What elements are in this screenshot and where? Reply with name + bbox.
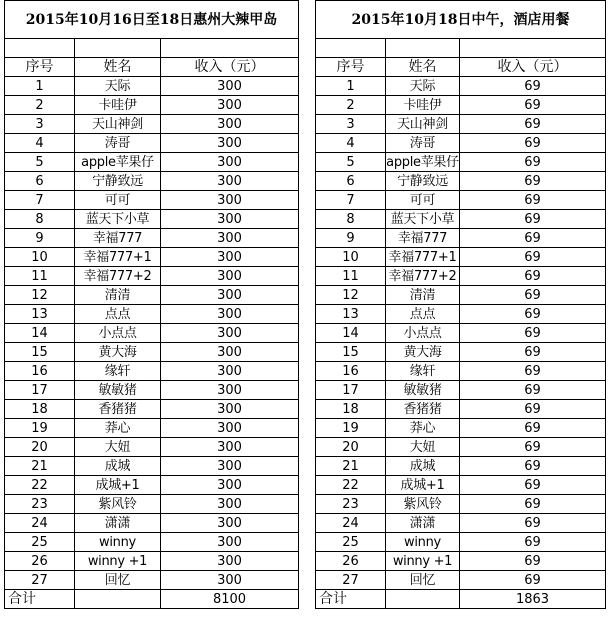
left-row-number-cell[interactable]: 9 [5, 229, 75, 248]
right-table-row [316, 77, 606, 96]
right-income-amount-cell[interactable]: 69 [460, 134, 606, 153]
left-row-number-cell[interactable]: 13 [5, 305, 75, 324]
left-table-row [5, 172, 299, 191]
left-row-number-cell[interactable]: 21 [5, 457, 75, 476]
right-row-number-cell[interactable]: 23 [316, 495, 386, 514]
right-member-name-cell[interactable]: 天山神剑 [386, 115, 460, 134]
left-table-row [5, 419, 299, 438]
left-header-no[interactable]: 序号 [5, 58, 75, 77]
left-member-name-cell[interactable]: 卡哇伊 [75, 96, 161, 115]
left-table-row [5, 438, 299, 457]
right-member-name-cell[interactable]: 蓝天下小草 [386, 210, 460, 229]
right-table-row [316, 324, 606, 343]
right-table-row [316, 96, 606, 115]
right-table-row [316, 153, 606, 172]
left-income-amount-cell[interactable]: 300 [161, 514, 299, 533]
right-table-row [316, 514, 606, 533]
left-row-number-cell[interactable]: 19 [5, 419, 75, 438]
left-row-number-cell[interactable]: 27 [5, 571, 75, 590]
right-member-name-cell[interactable]: 香猪猪 [386, 400, 460, 419]
left-row-number-cell[interactable]: 1 [5, 77, 75, 96]
right-table-row [316, 343, 606, 362]
left-table-row [5, 210, 299, 229]
left-row-number-cell[interactable]: 4 [5, 134, 75, 153]
left-row-number-cell[interactable]: 2 [5, 96, 75, 115]
left-table-row [5, 381, 299, 400]
left-income-amount-cell[interactable]: 300 [161, 115, 299, 134]
left-member-name-cell[interactable]: 涛哥 [75, 134, 161, 153]
left-row-number-cell[interactable]: 17 [5, 381, 75, 400]
right-table-row [316, 457, 606, 476]
left-member-name-cell[interactable]: 香猪猪 [75, 400, 161, 419]
left-member-name-cell[interactable]: 莽心 [75, 419, 161, 438]
left-income-amount-cell[interactable]: 300 [161, 267, 299, 286]
right-row-number-cell[interactable]: 25 [316, 533, 386, 552]
right-row-number-cell[interactable]: 12 [316, 286, 386, 305]
left-table-row [5, 343, 299, 362]
right-income-amount-cell[interactable]: 69 [460, 400, 606, 419]
right-table [315, 0, 606, 609]
right-row-number-cell[interactable]: 17 [316, 381, 386, 400]
left-row-number-cell[interactable]: 18 [5, 400, 75, 419]
left-income-amount-cell[interactable]: 300 [161, 77, 299, 96]
left-total-blank[interactable] [75, 590, 161, 609]
right-income-amount-cell[interactable]: 69 [460, 343, 606, 362]
right-income-amount-cell[interactable]: 69 [460, 476, 606, 495]
left-row-number-cell[interactable]: 26 [5, 552, 75, 571]
right-member-name-cell[interactable]: apple苹果仔 [386, 154, 459, 170]
right-income-amount-cell[interactable]: 69 [460, 552, 606, 571]
left-table-row [5, 324, 299, 343]
right-total-label[interactable]: 合计 [316, 590, 386, 609]
right-member-name-cell[interactable]: 成城 [386, 457, 460, 476]
left-income-amount-cell[interactable]: 300 [161, 400, 299, 419]
left-blank-cell[interactable] [75, 39, 161, 58]
right-header-name[interactable]: 姓名 [386, 58, 460, 77]
left-header-name[interactable]: 姓名 [75, 58, 161, 77]
right-income-amount-cell[interactable]: 69 [460, 153, 606, 172]
left-member-name-cell[interactable]: 回忆 [75, 571, 161, 590]
right-table-row [316, 533, 606, 552]
left-header-income[interactable]: 收入（元） [161, 58, 299, 77]
right-table-row [316, 400, 606, 419]
left-table-row [5, 305, 299, 324]
right-member-name-cell[interactable]: winny +1 [386, 552, 460, 571]
right-table-row [316, 381, 606, 400]
left-table-row [5, 229, 299, 248]
left-table [4, 0, 299, 609]
left-member-name-cell[interactable]: 大妞 [75, 438, 161, 457]
right-income-amount-cell[interactable]: 69 [460, 495, 606, 514]
left-table-row [5, 457, 299, 476]
right-member-name-cell[interactable]: 卡哇伊 [386, 96, 460, 115]
left-table-row [5, 362, 299, 381]
left-member-name-cell[interactable]: 幸福777+2 [75, 267, 161, 286]
left-member-name-cell[interactable]: 宁静致远 [75, 172, 161, 191]
left-table-row [5, 552, 299, 571]
right-income-amount-cell[interactable]: 69 [460, 115, 606, 134]
right-table-row [316, 267, 606, 286]
right-income-amount-cell[interactable]: 69 [460, 305, 606, 324]
right-table-row [316, 191, 606, 210]
left-income-amount-cell[interactable]: 300 [161, 495, 299, 514]
left-row-number-cell[interactable]: 8 [5, 210, 75, 229]
left-row-number-cell[interactable]: 6 [5, 172, 75, 191]
left-income-amount-cell[interactable]: 300 [161, 210, 299, 229]
right-income-amount-cell[interactable]: 69 [460, 381, 606, 400]
right-table-row [316, 571, 606, 590]
right-member-name-cell[interactable]: winny [386, 533, 460, 552]
right-income-amount-cell[interactable]: 69 [460, 191, 606, 210]
right-row-number-cell[interactable]: 5 [316, 153, 386, 172]
right-row-number-cell[interactable]: 16 [316, 362, 386, 381]
right-table-body [316, 77, 606, 590]
left-table-row [5, 77, 299, 96]
left-income-amount-cell[interactable]: 300 [161, 286, 299, 305]
left-income-amount-cell[interactable]: 300 [161, 571, 299, 590]
left-income-amount-cell[interactable]: 300 [161, 134, 299, 153]
right-table-row [316, 134, 606, 153]
left-table-title: 2015年10月16日至18日惠州大辣甲岛 [5, 1, 299, 39]
right-member-name-cell[interactable]: 成城+1 [386, 476, 460, 495]
right-income-amount-cell[interactable]: 69 [460, 514, 606, 533]
left-member-name-cell[interactable]: 黄大海 [75, 343, 161, 362]
left-income-amount-cell[interactable]: 300 [161, 153, 299, 172]
left-table-row [5, 571, 299, 590]
left-income-amount-cell[interactable]: 300 [161, 172, 299, 191]
right-blank-cell[interactable] [386, 39, 460, 58]
right-table-row [316, 229, 606, 248]
right-member-name-cell[interactable]: 幸福777+1 [386, 248, 460, 267]
right-row-number-cell[interactable]: 18 [316, 400, 386, 419]
right-table-row [316, 362, 606, 381]
right-member-name-cell[interactable]: 幸福777+2 [386, 267, 460, 286]
left-table-row [5, 533, 299, 552]
left-row-number-cell[interactable]: 12 [5, 286, 75, 305]
left-row-number-cell[interactable]: 14 [5, 324, 75, 343]
right-income-amount-cell[interactable]: 69 [460, 438, 606, 457]
right-row-number-cell[interactable]: 13 [316, 305, 386, 324]
left-income-amount-cell[interactable]: 300 [161, 248, 299, 267]
left-row-number-cell[interactable]: 20 [5, 438, 75, 457]
left-member-name-cell[interactable]: 潇潇 [75, 514, 161, 533]
right-row-number-cell[interactable]: 19 [316, 419, 386, 438]
left-member-name-cell[interactable]: 点点 [75, 305, 161, 324]
left-income-amount-cell[interactable]: 300 [161, 476, 299, 495]
left-blank-cell[interactable] [5, 39, 75, 58]
right-income-amount-cell[interactable]: 69 [460, 286, 606, 305]
left-income-amount-cell[interactable]: 300 [161, 438, 299, 457]
left-member-name-cell[interactable]: apple苹果仔 [75, 153, 161, 172]
left-row-number-cell[interactable]: 11 [5, 267, 75, 286]
left-table-row [5, 286, 299, 305]
left-income-amount-cell[interactable]: 300 [161, 419, 299, 438]
right-member-name-cell[interactable]: 涛哥 [386, 134, 460, 153]
right-income-amount-cell[interactable]: 69 [460, 229, 606, 248]
left-member-name-cell[interactable]: 成城+1 [75, 476, 161, 495]
right-table-row [316, 495, 606, 514]
right-member-name-cell[interactable]: 小点点 [386, 324, 460, 343]
right-member-name-cell[interactable]: 回忆 [386, 571, 460, 590]
left-table-row [5, 514, 299, 533]
left-member-name-cell[interactable]: winny +1 [75, 552, 161, 571]
left-member-name-cell[interactable]: 幸福777 [75, 229, 161, 248]
left-income-amount-cell[interactable]: 300 [161, 362, 299, 381]
left-total-value[interactable]: 8100 [161, 590, 299, 609]
right-table-row [316, 210, 606, 229]
right-member-name-cell[interactable]: 大妞 [386, 438, 460, 457]
left-row-number-cell[interactable]: 25 [5, 533, 75, 552]
right-total-value[interactable]: 1863 [460, 590, 606, 609]
left-member-name-cell[interactable]: 紫风铃 [75, 495, 161, 514]
left-row-number-cell[interactable]: 24 [5, 514, 75, 533]
left-member-name-cell[interactable]: 清清 [75, 286, 161, 305]
left-income-amount-cell[interactable]: 300 [161, 96, 299, 115]
right-row-number-cell[interactable]: 21 [316, 457, 386, 476]
left-table-row [5, 267, 299, 286]
left-member-name-cell[interactable]: 天山神剑 [75, 115, 161, 134]
left-member-name-cell[interactable]: 缘轩 [75, 362, 161, 381]
right-row-number-cell[interactable]: 26 [316, 552, 386, 571]
left-blank-cell[interactable] [161, 39, 299, 58]
right-row-number-cell[interactable]: 10 [316, 248, 386, 267]
left-member-name-cell[interactable]: 成城 [75, 457, 161, 476]
right-member-name-cell[interactable]: 莽心 [386, 419, 460, 438]
right-member-name-cell[interactable]: 黄大海 [386, 343, 460, 362]
left-income-amount-cell[interactable]: 300 [161, 191, 299, 210]
left-income-amount-cell[interactable]: 300 [161, 305, 299, 324]
left-member-name-cell[interactable]: 敏敏猪 [75, 381, 161, 400]
right-income-amount-cell[interactable]: 69 [460, 77, 606, 96]
right-income-amount-cell[interactable]: 69 [460, 248, 606, 267]
right-member-name-cell[interactable]: 可可 [386, 191, 460, 210]
right-income-amount-cell[interactable]: 69 [460, 362, 606, 381]
right-member-name-cell[interactable]: 天际 [386, 77, 460, 96]
right-row-number-cell[interactable]: 27 [316, 571, 386, 590]
right-row-number-cell[interactable]: 6 [316, 172, 386, 191]
left-income-amount-cell[interactable]: 300 [161, 343, 299, 362]
right-row-number-cell[interactable]: 3 [316, 115, 386, 134]
right-header-income[interactable]: 收入（元） [460, 58, 606, 77]
left-total-label[interactable]: 合计 [5, 590, 75, 609]
right-table-row [316, 419, 606, 438]
right-blank-cell[interactable] [460, 39, 606, 58]
right-member-name-cell[interactable]: 敏敏猪 [386, 381, 460, 400]
right-row-number-cell[interactable]: 14 [316, 324, 386, 343]
right-member-name-cell[interactable]: 点点 [386, 305, 460, 324]
right-income-amount-cell[interactable]: 69 [460, 419, 606, 438]
right-income-amount-cell[interactable]: 69 [460, 210, 606, 229]
right-table-row [316, 115, 606, 134]
right-row-number-cell[interactable]: 1 [316, 77, 386, 96]
right-income-amount-cell[interactable]: 69 [460, 457, 606, 476]
left-income-amount-cell[interactable]: 300 [161, 229, 299, 248]
right-table-row [316, 305, 606, 324]
right-table-row [316, 248, 606, 267]
right-income-amount-cell[interactable]: 69 [460, 267, 606, 286]
left-member-name-cell[interactable]: winny [75, 533, 161, 552]
right-blank-cell[interactable] [316, 39, 386, 58]
left-table-row [5, 476, 299, 495]
right-income-amount-cell[interactable]: 69 [460, 172, 606, 191]
left-income-table [4, 0, 299, 609]
left-income-amount-cell[interactable]: 300 [161, 324, 299, 343]
right-row-number-cell[interactable]: 22 [316, 476, 386, 495]
right-member-name-cell[interactable]: 缘轩 [386, 362, 460, 381]
left-income-amount-cell[interactable]: 300 [161, 457, 299, 476]
left-table-body [5, 77, 299, 590]
left-member-name-cell[interactable]: 可可 [75, 191, 161, 210]
left-table-row [5, 96, 299, 115]
right-row-number-cell[interactable]: 9 [316, 229, 386, 248]
right-member-name-cell[interactable]: 潇潇 [386, 514, 460, 533]
left-row-number-cell[interactable]: 16 [5, 362, 75, 381]
right-income-amount-cell[interactable]: 69 [460, 96, 606, 115]
left-table-row [5, 115, 299, 134]
left-member-name-cell[interactable]: 小点点 [75, 324, 161, 343]
right-table-title: 2015年10月18日中午，酒店用餐 [316, 1, 606, 39]
left-row-number-cell[interactable]: 3 [5, 115, 75, 134]
right-row-number-cell[interactable]: 7 [316, 191, 386, 210]
right-table-row [316, 552, 606, 571]
left-row-number-cell[interactable]: 10 [5, 248, 75, 267]
right-row-number-cell[interactable]: 24 [316, 514, 386, 533]
left-row-number-cell[interactable]: 22 [5, 476, 75, 495]
left-income-amount-cell[interactable]: 300 [161, 533, 299, 552]
right-income-table [315, 0, 606, 609]
left-row-number-cell[interactable]: 5 [5, 153, 75, 172]
right-row-number-cell[interactable]: 4 [316, 134, 386, 153]
right-member-name-cell[interactable]: 清清 [386, 286, 460, 305]
left-table-row [5, 153, 299, 172]
left-row-number-cell[interactable]: 23 [5, 495, 75, 514]
right-member-name-cell[interactable]: 宁静致远 [386, 172, 460, 191]
right-income-amount-cell[interactable]: 69 [460, 324, 606, 343]
left-table-row [5, 495, 299, 514]
left-table-row [5, 134, 299, 153]
left-income-amount-cell[interactable]: 300 [161, 552, 299, 571]
left-row-number-cell[interactable]: 15 [5, 343, 75, 362]
right-header-no[interactable]: 序号 [316, 58, 386, 77]
right-row-number-cell[interactable]: 8 [316, 210, 386, 229]
left-row-number-cell[interactable]: 7 [5, 191, 75, 210]
right-table-row [316, 438, 606, 457]
left-table-row [5, 191, 299, 210]
left-table-row [5, 248, 299, 267]
right-income-amount-cell[interactable]: 69 [460, 533, 606, 552]
right-table-row [316, 172, 606, 191]
right-member-name-cell[interactable]: 幸福777 [386, 229, 460, 248]
right-total-blank[interactable] [386, 590, 460, 609]
right-row-number-cell[interactable]: 2 [316, 96, 386, 115]
right-row-number-cell[interactable]: 15 [316, 343, 386, 362]
right-table-row [316, 476, 606, 495]
right-income-amount-cell[interactable]: 69 [460, 571, 606, 590]
right-row-number-cell[interactable]: 11 [316, 267, 386, 286]
left-member-name-cell[interactable]: 天际 [75, 77, 161, 96]
right-row-number-cell[interactable]: 20 [316, 438, 386, 457]
left-member-name-cell[interactable]: 幸福777+1 [75, 248, 161, 267]
left-income-amount-cell[interactable]: 300 [161, 381, 299, 400]
right-table-row [316, 286, 606, 305]
left-member-name-cell[interactable]: 蓝天下小草 [75, 210, 161, 229]
left-table-row [5, 400, 299, 419]
right-member-name-cell[interactable]: 紫风铃 [386, 495, 460, 514]
